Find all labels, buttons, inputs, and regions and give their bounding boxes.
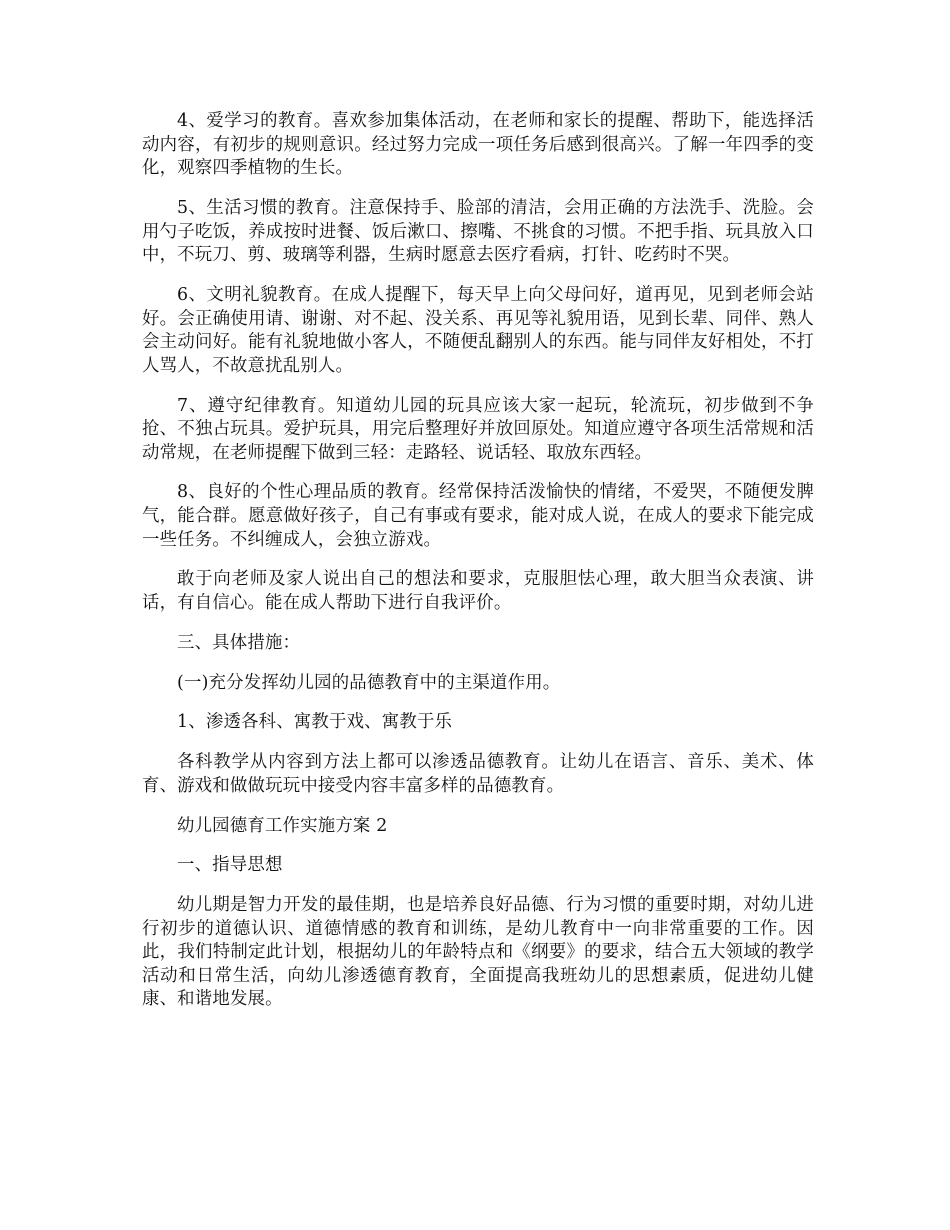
paragraph-living-habits: 5、生活习惯的教育。注意保持手、脸部的清洁，会用正确的方法洗手、洗脸。会用勺子吃饭，养成按时进餐、饭后漱口、擦嘴、不挑食的习惯。不把手指、玩具放入口中，不玩刀、剪、玻璃等利器，生病时愿意去医疗看病，打针、吃药时不哭。: [142, 197, 814, 266]
paragraph-personality: 8、良好的个性心理品质的教育。经常保持活泼愉快的情绪，不爱哭，不随便发脾气，能合群。愿意做好孩子，自己有事或有要求，能对成人说，在成人的要求下能完成一些任务。不纠缠成人，会独立游戏。: [142, 482, 814, 550]
paragraph-confidence: 敢于向老师及家人说出自己的想法和要求，克服胆怯心理，敢大胆当众表演、讲话，有自信心。能在成人帮助下进行自我评价。: [142, 569, 814, 614]
paragraph-courtesy: 6、文明礼貌教育。在成人提醒下，每天早上向父母问好，道再见，见到老师会站好。会正确使用请、谢谢、对不起、没关系、再见等礼貌用语，见到长辈、同伴、熟人会主动问好。能有礼貌地做小客人，不随便乱翻别人的东西。能与同伴友好相处，不打人骂人，不故意扰乱别人。: [142, 284, 814, 376]
paragraph-discipline: 7、遵守纪律教育。知道幼儿园的玩具应该大家一起玩，轮流玩，初步做到不争抢、不独占玩具。爱护玩具，用完后整理好并放回原处。知道应遵守各项生活常规和活动常规，在老师提醒下做到三轻：走路轻、说话轻、取放东西轻。: [142, 395, 814, 463]
section-heading-guiding-ideology: 一、指导思想: [177, 855, 283, 876]
paragraph-early-childhood: 幼儿期是智力开发的最佳期，也是培养良好品德、行为习惯的重要时期，对幼儿进行初步的道德认识、道德情感的教育和训练，是幼儿教育中一向非常重要的工作。因此，我们特制定此计划，根据幼儿的年龄特点和《纲要》的要求，结合五大领域的教学活动和日常生活，向幼儿渗透德育教育，全面提高我班幼儿的思想素质，促进幼儿健康、和谐地发展。: [142, 895, 814, 1010]
section-heading-measures: 三、具体措施：: [177, 632, 301, 653]
item-heading-infiltrate: 1、渗透各科、寓教于戏、寓教于乐: [177, 712, 453, 733]
document-body: [142, 110, 814, 1012]
subsection-heading-main-channel: (一)充分发挥幼儿园的品德教育中的主渠道作用。: [177, 672, 561, 693]
paragraph-subject-teaching: 各科教学从内容到方法上都可以渗透品德教育。让幼儿在语言、音乐、美术、体育、游戏和做做玩玩中接受内容丰富多样的品德教育。: [142, 752, 814, 796]
paragraph-love-learning: 4、爱学习的教育。喜欢参加集体活动，在老师和家长的提醒、帮助下，能选择活动内容，有初步的规则意识。经过努力完成一项任务后感到很高兴。了解一年四季的变化，观察四季植物的生长。: [142, 111, 814, 179]
document-title-plan-2: 幼儿园德育工作实施方案 2: [177, 815, 388, 836]
